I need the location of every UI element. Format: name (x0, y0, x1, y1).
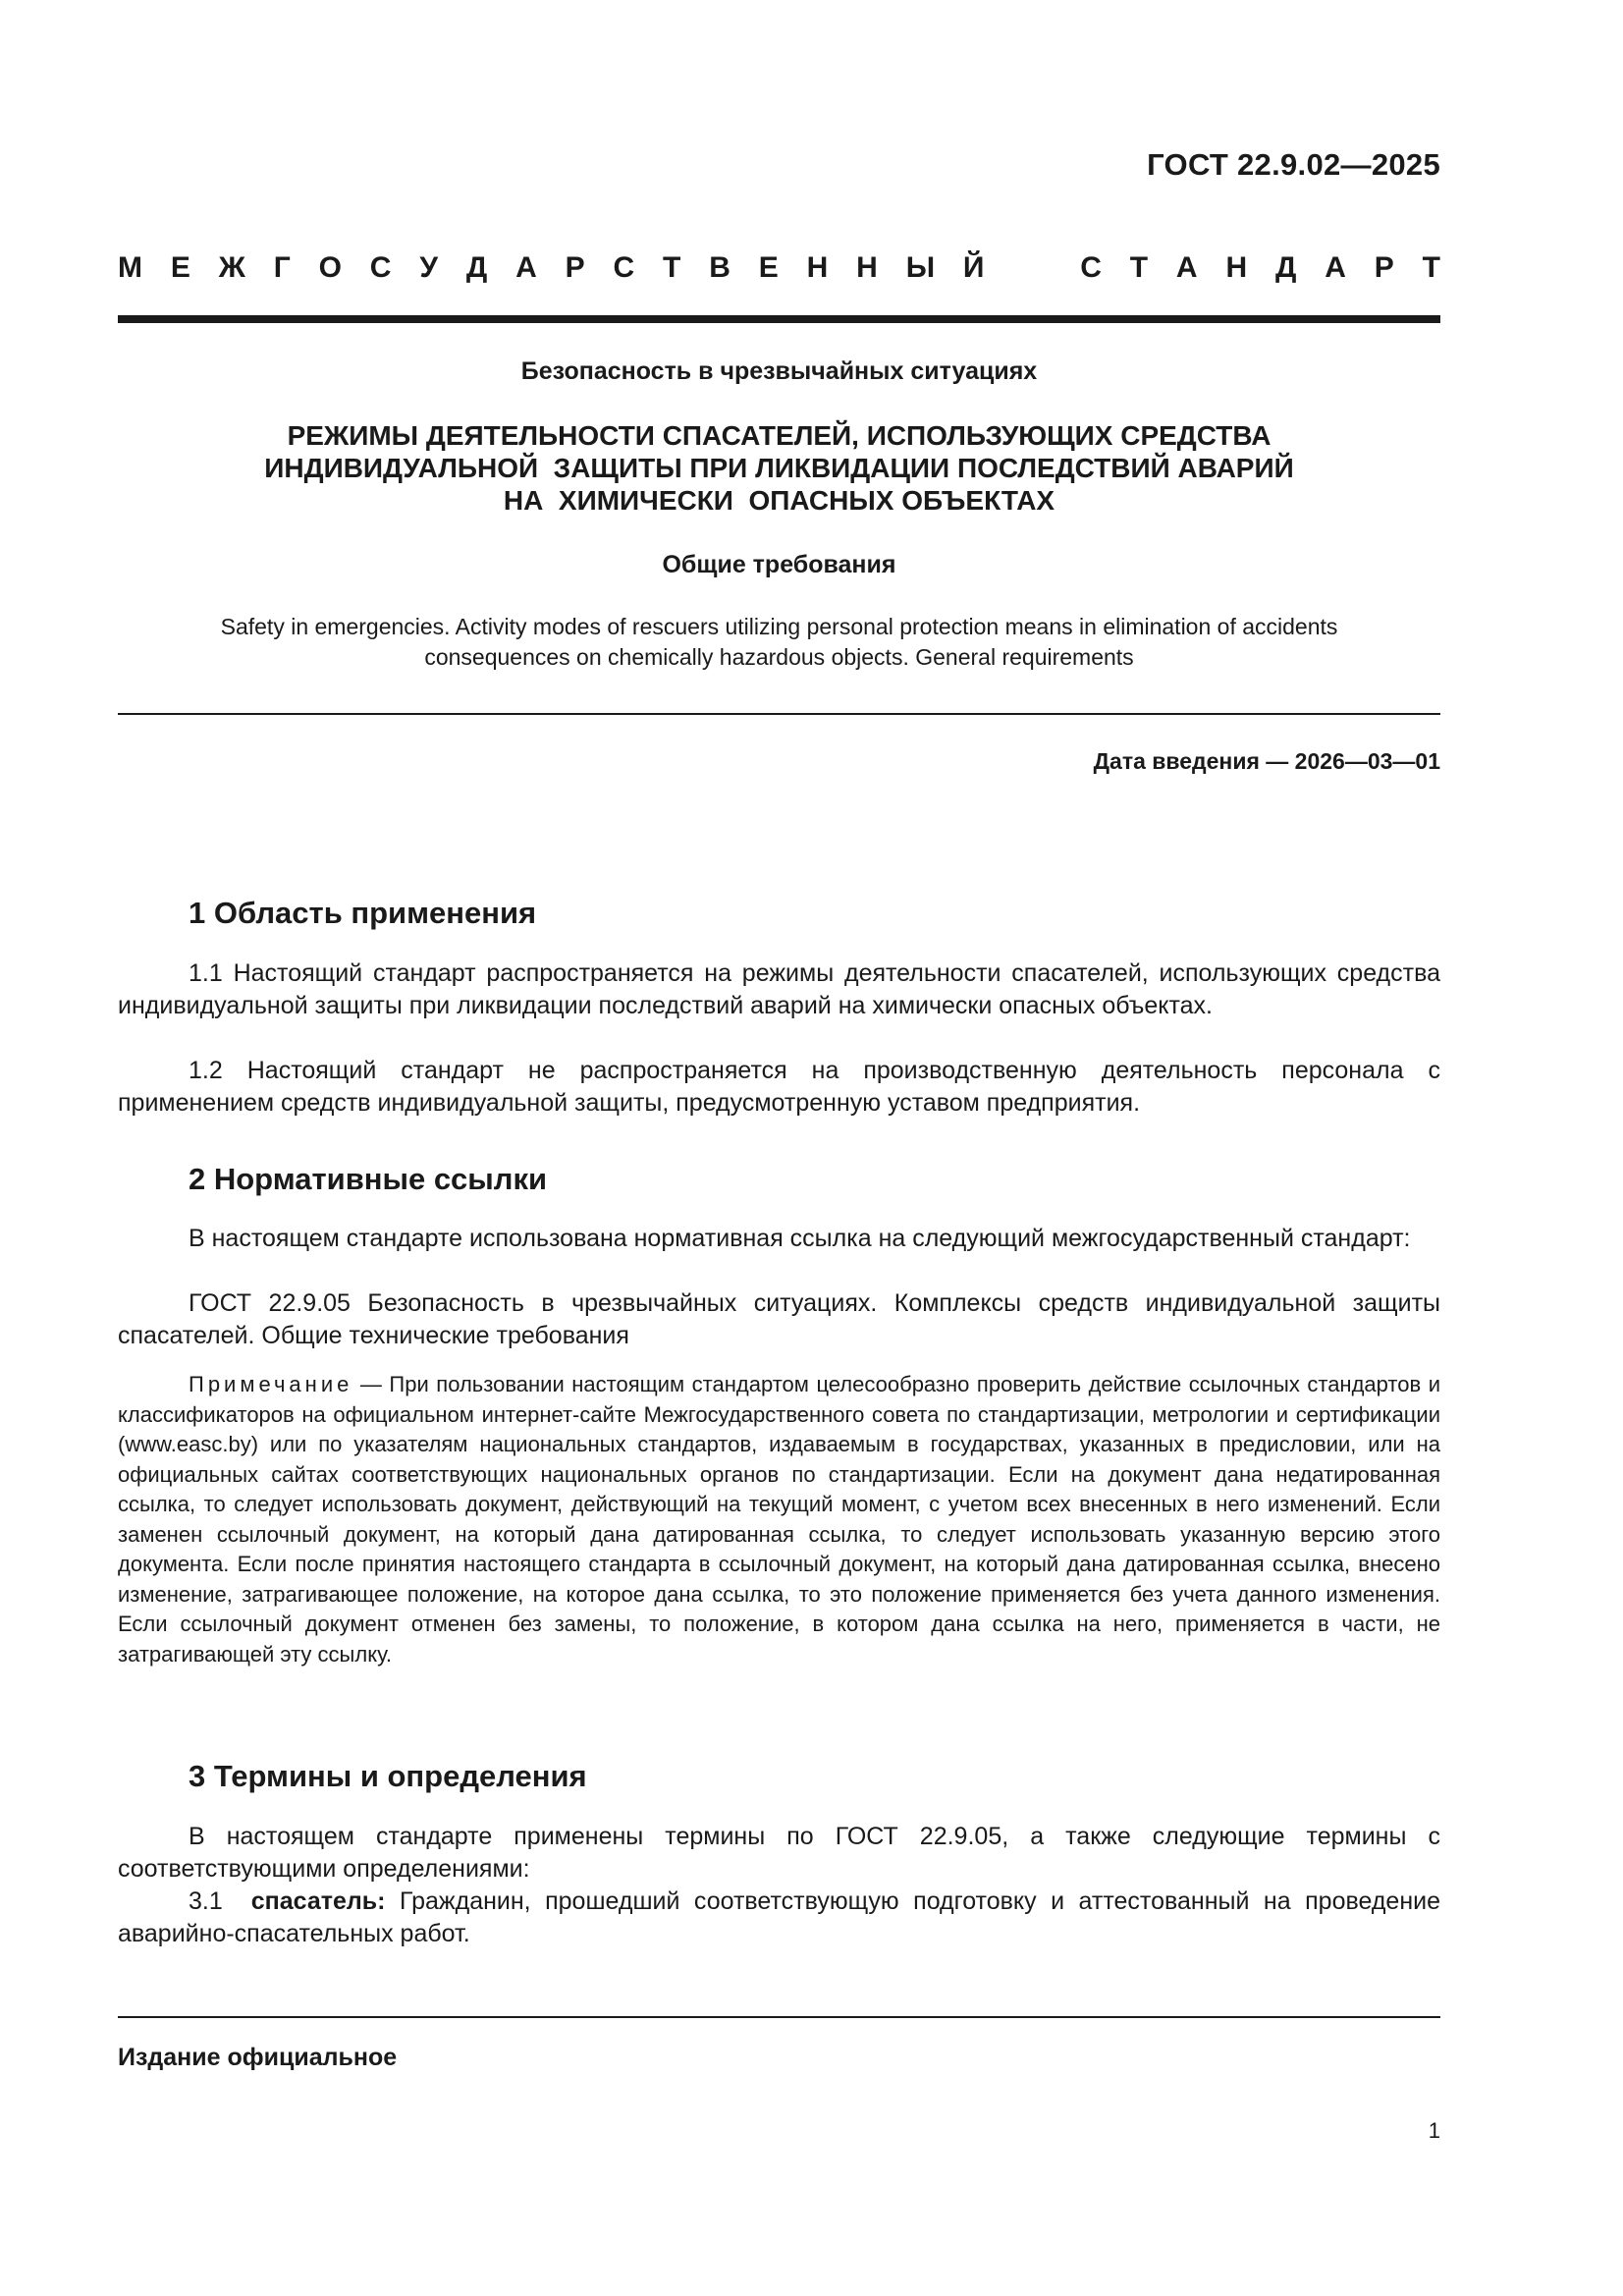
header-thick-rule (118, 315, 1440, 323)
section-1-heading: 1 Область применения (189, 896, 537, 930)
clause-1-1: 1.1 Настоящий стандарт распространяется на режимы деятельности спасателей, использующих средства индивидуальной защиты при ликвидации последствий аварий на химически опасных объектах. (118, 959, 1440, 1019)
interstate-letter: А (1175, 251, 1198, 284)
interstate-letter: Й (962, 251, 985, 284)
introduction-date: Дата введения — 2026—03—01 (1093, 748, 1440, 774)
topic-title: Безопасность в чрезвычайных ситуациях (520, 357, 1038, 385)
interstate-letter: В (709, 251, 730, 284)
interstate-letter: Н (856, 251, 878, 284)
interstate-letter: Д (1274, 251, 1297, 284)
interstate-letter: Н (806, 251, 829, 284)
interstate-letter: Е (170, 251, 190, 284)
note-text: — При пользовании настоящим стандартом целесообразно проверить действие ссылочных стандартов и классификаторов на официальном интернет-сайте Межгосударственного совета по стандартизации, метрологии и сертификации (www.easc.by) или по указателям национальных стандартов, издаваемым в государствах, указанных в предисловии, или на официальных сайтах соответствующих национальных органов по стандартизации. Если на документ дана недатированная ссылка, то следует использовать документ, действующий на текущий момент, с учетом всех внесенных в него изменений. Если заменен ссылочный документ, на который дана датированная ссылка, то следует использовать указанную версию этого документа. Если после принятия настоящего стандарта в ссылочный документ, на который дана датированная ссылка, внесено изменение, затрагивающее положение, на которое дана ссылка, то это положение применяется без учета данного изменения. Если ссылочный документ отменен без замены, то положение, в котором дана ссылка на него, применяется в части, не затрагивающей эту ссылку. (118, 1372, 1440, 1667)
page-number: 1 (1428, 2118, 1440, 2143)
interstate-letter: Р (1374, 251, 1394, 284)
term-name: спасатель: (250, 1887, 386, 1915)
interstate-letter: А (515, 251, 537, 284)
english-title-line: consequences on chemically hazardous objects. General requirements (424, 644, 1134, 670)
main-title-line: НА ХИМИЧЕСКИ ОПАСНЫХ ОБЪЕКТАХ (503, 485, 1055, 516)
interstate-letter: Т (1129, 251, 1149, 284)
terms-intro: В настоящем стандарте применены термины по ГОСТ 22.9.05, а также следующие термины с соответствующими определениями: (118, 1823, 1440, 1883)
subtitle: Общие требования (662, 551, 896, 578)
title-divider (118, 713, 1440, 715)
interstate-letter: А (1325, 251, 1346, 284)
note-paragraph (118, 1370, 1440, 1669)
normative-reference: ГОСТ 22.9.05 Безопасность в чрезвычайных ситуациях. Комплексы средств индивидуальной защиты спасателей. Общие технические требования (118, 1289, 1440, 1349)
interstate-letter: У (419, 251, 438, 284)
document-page (118, 0, 1440, 2296)
note-label: Примечание (189, 1372, 353, 1396)
interstate-letter: С (369, 251, 392, 284)
interstate-letter: Ы (905, 251, 936, 284)
main-title-line: ИНДИВИДУАЛЬНОЙ ЗАЩИТЫ ПРИ ЛИКВИДАЦИИ ПОСЛЕДСТВИЙ АВАРИЙ (264, 453, 1294, 483)
official-edition-label: Издание официальное (118, 2044, 398, 2071)
document-number: ГОСТ 22.9.02—2025 (1147, 147, 1440, 182)
main-title (118, 419, 1440, 517)
interstate-letter: Г (273, 251, 291, 284)
interstate-letter: Т (1422, 251, 1440, 284)
interstate-letter: С (1080, 251, 1102, 284)
section-3-heading: 3 Термины и определения (189, 1759, 587, 1793)
interstate-letter: Н (1225, 251, 1248, 284)
term-definition-3-1 (118, 1886, 1440, 1950)
interstate-standard-label (118, 251, 1440, 285)
section-2-heading: 2 Нормативные ссылки (189, 1162, 548, 1196)
word-gap (1012, 251, 1052, 285)
footer-divider (118, 2016, 1440, 2018)
interstate-letter: Ж (218, 251, 245, 284)
english-title-line: Safety in emergencies. Activity modes of rescuers utilizing personal protection means in elimination of accidents (220, 614, 1338, 639)
interstate-letter: М (118, 251, 142, 284)
main-title-line: РЕЖИМЫ ДЕЯТЕЛЬНОСТИ СПАСАТЕЛЕЙ, ИСПОЛЬЗУЮЩИХ СРЕДСТВА (287, 420, 1271, 451)
interstate-letter: Р (565, 251, 585, 284)
interstate-letter: О (318, 251, 342, 284)
english-title (118, 612, 1440, 673)
clause-1-2: 1.2 Настоящий стандарт не распространяется на производственную деятельность персонала с применением средств индивидуальной защиты, предусмотренную уставом предприятия. (118, 1057, 1440, 1117)
interstate-letter: С (613, 251, 635, 284)
term-number: 3.1 (189, 1887, 251, 1915)
term-definition-text: Гражданин, прошедший соответствующую подготовку и аттестованный на проведение аварийно-спасательных работ. (118, 1887, 1440, 1947)
normative-intro: В настоящем стандарте использована нормативная ссылка на следующий межгосударственный стандарт: (189, 1225, 1411, 1252)
interstate-letter: Д (465, 251, 488, 284)
interstate-letter: Т (663, 251, 681, 284)
interstate-letter: Е (758, 251, 779, 284)
